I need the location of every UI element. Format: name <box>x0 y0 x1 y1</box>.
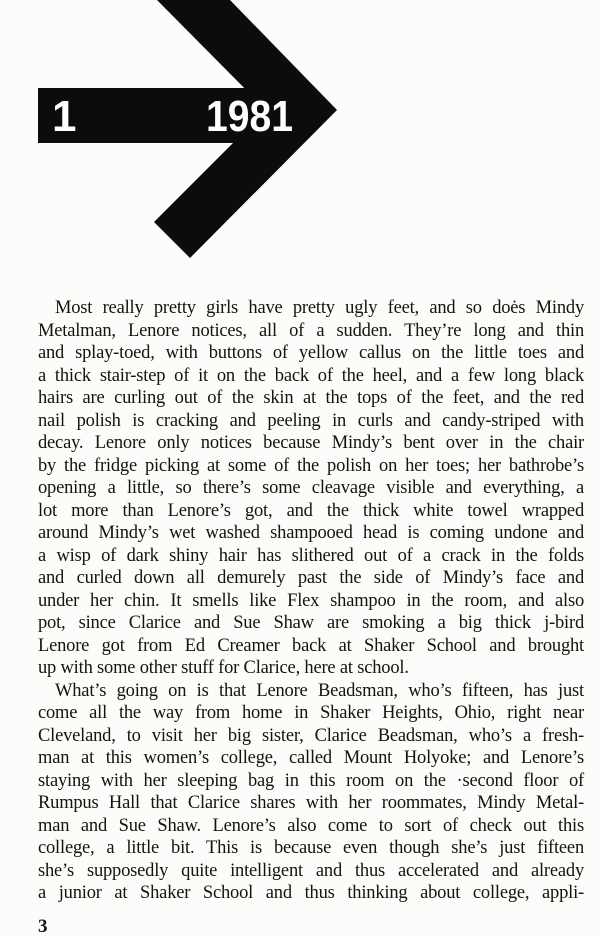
text-line: man at this women’s college, called Mount Holyoke; and Lenore’s <box>38 748 584 768</box>
text-line: man and Sue Shaw. Lenore’s also come to sort of check out this <box>38 815 584 836</box>
text-line: Cleveland, to visit her big sister, Clarice Beadsman, who’s a fresh- <box>38 725 584 746</box>
text-line: come all the way from home in Shaker Heights, Ohio, right near <box>38 703 584 723</box>
text-line: What’s going on is that Lenore Beadsman, who’s fifteen, has just <box>55 680 584 701</box>
text-line: opening a little, so there’s some cleavage visible and everything, a <box>38 478 584 498</box>
chapter-year: 1981 <box>206 92 293 141</box>
text-line: up with some other stuff for Clarice, here at school. <box>38 658 409 678</box>
text-line: by the fridge picking at some of the polish on her toes; her bathrobe’s <box>38 455 584 476</box>
text-line: a thick stair-step of it on the back of the heel, and a few long black <box>38 365 584 386</box>
chapter-arrow-icon <box>38 0 337 258</box>
text-line: nail polish is cracking and peeling in curls and candy-striped with <box>38 410 584 431</box>
text-line: college, a little bit. This is because even though she’s just fifteen <box>38 838 584 858</box>
text-line: she’s supposedly quite intelligent and thus accelerated and already <box>38 860 584 881</box>
text-line: around Mindy’s wet washed shampooed head is coming undone and <box>38 523 584 543</box>
text-line: and splay-toed, with buttons of yellow callus on the little toes and <box>38 343 584 363</box>
text-line: Lenore got from Ed Creamer back at Shaker School and brought <box>38 635 584 656</box>
text-line: decay. Lenore only notices because Mindy’s bent over in the chair <box>38 433 584 453</box>
text-line: Metalman, Lenore notices, all of a sudden. They’re long and thin <box>38 320 584 341</box>
text-line: a wisp of dark shiny hair has slithered out of a crack in the folds <box>38 545 584 566</box>
text-line: Most really pretty girls have pretty ugly feet, and so doės Mindy <box>55 298 584 318</box>
text-line: lot more than Lenore’s got, and the thick white towel wrapped <box>38 500 584 521</box>
text-line: and curled down all demurely past the side of Mindy’s face and <box>38 568 584 588</box>
chapter-header-graphic <box>0 0 600 270</box>
page-number: 3 <box>38 916 48 937</box>
text-line: Rumpus Hall that Clarice shares with her roommates, Mindy Metal- <box>38 793 584 813</box>
text-line: staying with her sleeping bag in this room on the ·second floor of <box>38 770 584 791</box>
text-line: a junior at Shaker School and thus thinking about college, appli- <box>38 883 584 903</box>
text-line: hairs are curling out of the skin at the tops of the feet, and the red <box>38 388 584 408</box>
text-line: pot, since Clarice and Sue Shaw are smoking a big thick j-bird <box>38 613 584 633</box>
text-line: under her chin. It smells like Flex shampoo in the room, and also <box>38 590 584 611</box>
chapter-number: 1 <box>52 92 77 141</box>
body-text <box>38 297 584 905</box>
